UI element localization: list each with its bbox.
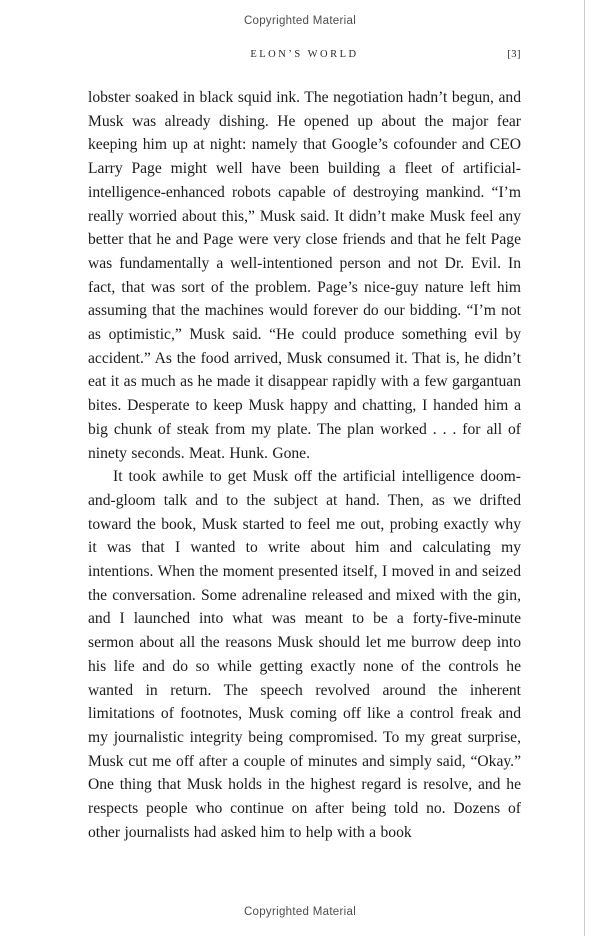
paragraph-1: lobster soaked in black squid ink. The negotiation hadn’t begun, and Musk was already dishing. He opened up about the major fear keeping him up at night: namely that Google’s cofounder and CEO Larry Page might well have been building a fleet of artificial-intelligence-enhanced robots capable of destroying mankind. “I’m really worried about this,” Musk said. It didn’t make Musk feel any better that he and Page were very close friends and that he felt Page was fundamentally a well-intentioned person and not Dr. Evil. In fact, that was sort of the problem. Page’s nice-guy nature left him assuming that the machines would forever do our bidding. “I’m not as optimistic,” Musk said. “He could produce something evil by accident.” As the food arrived, Musk consumed it. That is, he didn’t eat it as much as he made it disappear rapidly with a few gargantuan bites. Desperate to keep Musk happy and chatting, I handed him a big chunk of steak from my plate. The plan worked . . . for all of ninety seconds. Meat. Hunk. Gone. <box>88 89 521 462</box>
page-number: [3] <box>507 49 521 60</box>
paragraph-2: It took awhile to get Musk off the artificial intelligence doom-and-gloom talk and to the subject at hand. Then, as we drifted toward the book, Musk started to feel me out, probing exactly why it was that I wanted to write about him and calculating my intentions. When the moment presented itself, I moved in and seized the conversation. Some adrenaline released and mixed with the gin, and I launched into what was meant to be a forty-five-minute sermon about all the reasons Musk should let me burrow deep into his life and do so while getting exactly none of the controls he wanted in return. The speech revolved around the inherent limitations of footnotes, Musk coming off like a control freak and my journalistic integrity being compromised. To my great surprise, Musk cut me off after a couple of minutes and simply said, “Okay.” One thing that Musk holds in the highest regard is resolve, and he respects people who continue on after being told no. Dozens of other journalists had asked him to help with a book <box>88 468 521 841</box>
running-header <box>88 49 521 60</box>
body-text-block <box>88 86 521 845</box>
copyright-notice-top: Copyrighted Material <box>243 15 357 27</box>
running-header-title: ELON’S WORLD <box>250 49 359 60</box>
page-edge-line <box>584 0 585 936</box>
copyright-notice-bottom: Copyrighted Material <box>243 906 357 918</box>
